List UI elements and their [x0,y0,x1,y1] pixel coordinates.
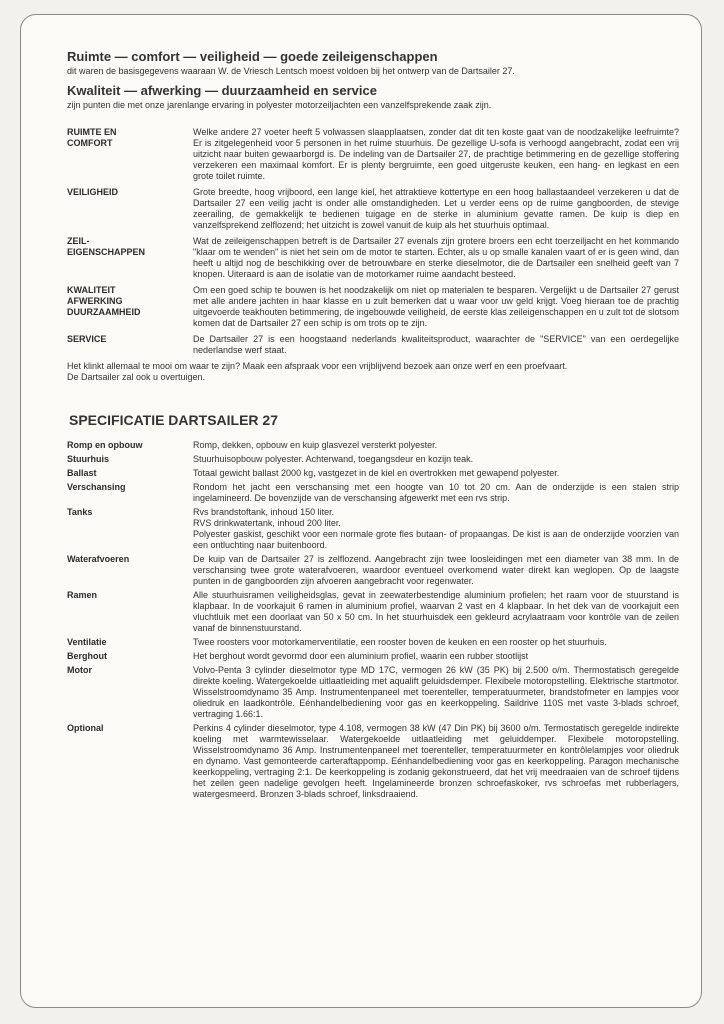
spec-text: Perkins 4 cylinder dieselmotor, type 4.108, vermogen 38 kW (47 Din PK) bij 3600 o/m. Termostatisch geregelde indirekte koeling met warmtewisselaar. Watergekoelde uitlaatleiding met geluiddemper. Flexibele motoropstelling. Wisselstroomdynamo 36 Amp. Instrumentenpaneel met toerenteller, temperatuurmeter en kontrôlelampjes voor oliedruk en dynamo. Vast gemonteerde carteraftappomp. Eénhandelbediening voor gas en keerkoppeling. Paragon mechanische keerkoppeling, vertraging 2:1. De keerkoppeling is zodanig gekonstrueerd, dat het vrij meedraaien van de schroef tijdens het zeilen geen nadelige gevolgen heeft. Ingelamineerde bronzen schroefaskoker, rvs schroefas met rubberlagers, watergesmeerd. Bronzen 3-blads schroef, linksdraaiend. [193,723,679,799]
closing-paragraph: Het klinkt allemaal te mooi om waar te zijn? Maak een afspraak voor een vrijblijvend bezoek aan onze werf en een proefvaart. De Dartsailer zal ook u overtuigen. [67,361,568,382]
spec-motor [67,665,679,720]
spec-tanks [67,507,679,551]
spec-text: Stuurhuisopbouw polyester. Achterwand, toegangsdeur en kozijn teak. [193,454,474,464]
feature-sections [67,127,679,356]
section-text: Welke andere 27 voeter heeft 5 volwassen slaapplaatsen, zonder dat dit ten koste gaat van de noodzakelijke leefruimte? Er is zitgelegenheid voor 5 personen in het ruime stuurhuis. De gezellige U-sofa is verhoogd aangebracht, zodat een vrij uitzicht naar buiten gewaarborgd is. De indeling van de Dartsailer 27, de prachtige betimmering en de gezellige stoffering verzekeren een maximaal komfort. Er is plenty bergruimte, een goed uitgeruste keuken, een hang- en legkast en een grote toilet ruimte. [193,127,679,181]
section-label: KWALITEIT AFWERKING DUURZAAMHEID [67,285,141,317]
section-label: VEILIGHEID [67,187,119,197]
heading-quality-subtitle: zijn punten die met onze jarenlange ervaring in polyester motorzeiljachten een vanzelfsprekende zaak zijn. [67,100,492,110]
spec-text: Rvs brandstoftank, inhoud 150 liter. RVS drinkwatertank, inhoud 200 liter. Polyester gaskist, geschikt voor een normale grote fles butaan- of propaangas. De kist is aan de onderzijde voorzien van een ontluchting naar buitenboord. [193,507,679,550]
spec-label: Waterafvoeren [67,554,130,564]
section-label: RUIMTE EN COMFORT [67,127,117,148]
section-veiligheid [67,187,679,231]
section-label: ZEIL- EIGENSCHAPPEN [67,236,146,257]
spec-label: Berghout [67,651,107,661]
spec-ventilatie [67,637,679,648]
brochure-page [20,14,702,1008]
spec-text: Twee roosters voor motorkamerventilatie, een rooster boven de keuken en een rooster op het stuurhuis. [193,637,607,647]
spec-label: Ballast [67,468,97,478]
heading-qualities-subtitle: dit waren de basisgegevens waaraan W. de Vriesch Lentsch moest voldoen bij het ontwerp van de Dartsailer 27. [67,66,515,76]
specification-title: SPECIFICATIE DARTSAILER 27 [69,412,278,428]
section-text: Om een goed schip te bouwen is het noodzakelijk om niet op materialen te besparen. Vergelijkt u de Dartsailer 27 gerust met alle andere jachten in haar klasse en u zult bemerken dat u waar voor uw geld krijgt. Voeg hieraan toe de prachtig uitgevoerde teakhouten betimmering, de ingebouwde veiligheid, de eerste klas zeileigenschappen en u zult tot de slotsom komen dat de Dartsailer 27 een schip is om trots op te zijn. [193,285,679,328]
spec-label: Stuurhuis [67,454,109,464]
specification-list [67,440,679,800]
page-content [67,49,679,803]
spec-ramen [67,590,679,634]
heading-qualities: Ruimte — comfort — veiligheid — goede zeileigenschappen [67,49,438,64]
spec-text: Rondom het jacht een verschansing met een hoogte van 10 tot 20 cm. Aan de onderzijde is een stalen strip ingelamineerd. De bovenzijde van de verschansing afgewerkt met een rvs strip. [193,482,679,503]
spec-stuurhuis [67,454,679,465]
spec-text: Alle stuurhuisramen veiligheidsglas, gevat in zeewaterbestendige aluminium profielen; het raam voor de stuurstand is klapbaar. In de voorkajuit 6 ramen in aluminium profiel, waarvan 2 vast en 4 klapbaar. In het dek van de voorkajuit een vluchtluik met een doorlaat van 50 x 50 cm. In het stuurhuisdek een gekleurd acrylaatraam voor kontrôle van de zeilen vanaf de binnenstuurstand. [193,590,679,633]
section-text: De Dartsailer 27 is een hoogstaand nederlands kwaliteitsproduct, waarachter de "SERVICE" van een oerdegelijke nederlandse werf staat. [193,334,679,355]
section-ruimte-comfort [67,127,679,182]
section-kwaliteit [67,285,679,329]
section-text: Wat de zeileigenschappen betreft is de Dartsailer 27 evenals zijn grotere broers een echt toerzeiljacht en het kommando "klaar om te wenden" is niet het sein om de motor te starten. Echter, als u op smalle kanalen vaart of er is geen wind, dan heeft u altijd nog de beschikking over de betrouwbare en sterke dieselmotor, die de Dartsailer een snelheid geeft van 7 knopen. Uiteraard is aan de isolatie van de motorkamer ruime aandacht besteed. [193,236,679,279]
section-label: SERVICE [67,334,107,344]
section-text: Grote breedte, hoog vrijboord, een lange kiel, het attraktieve kottertype en een hoog ballastaandeel verzekeren u dat de Dartsailer 27 een veilig jacht is onder alle omstandigheden. Let u verder eens op de ruime gangboorden, de stevige zeerailing, de gemakkelijk te bedienen tuigage en de sterke in aluminium gevatte ramen. De kuip is diep en vanzelfsprekend zelflozend; het uitzicht is zowel vanuit de kuip als het stuurhuis optimaal. [193,187,679,230]
spec-label: Ramen [67,590,98,600]
section-service [67,334,679,356]
spec-waterafvoeren [67,554,679,587]
spec-optional [67,723,679,800]
spec-verschansing [67,482,679,504]
spec-label: Romp en opbouw [67,440,143,450]
spec-label: Verschansing [67,482,126,492]
heading-quality: Kwaliteit — afwerking — duurzaamheid en service [67,83,377,98]
spec-ballast [67,468,679,479]
spec-text: Romp, dekken, opbouw en kuip glasvezel versterkt polyester. [193,440,438,450]
spec-label: Optional [67,723,104,733]
spec-text: De kuip van de Dartsailer 27 is zelflozend. Aangebracht zijn twee loosleidingen met een diameter van 38 mm. In de verschansing twee grote waterafvoeren, waardoor eventueel overkomend water direkt kan weglopen. Op de laagste punten in de gangboorden zijn afvoeren aangebracht voor regenwater. [193,554,679,586]
spec-label: Tanks [67,507,93,517]
spec-label: Ventilatie [67,637,107,647]
spec-berghout [67,651,679,662]
spec-label: Motor [67,665,92,675]
spec-text: Totaal gewicht ballast 2000 kg, vastgezet in de kiel en overtrokken met gewapend polyester. [193,468,560,478]
spec-romp-en-opbouw [67,440,679,451]
spec-text: Volvo-Penta 3 cylinder dieselmotor type MD 17C, vermogen 26 kW (35 PK) bij 2.500 o/m. Thermostatisch geregelde direkte koeling. Watergekoelde uitlaatleiding met aqualift geluidsdemper. Flexibele motoropstelling. Elektrische startmotor. Wisselstroomdynamo 35 Amp. Instrumentenpaneel met toerenteller, temperatuurmeter, brandstofmeter en lampjes voor oliedruk en laadkontrôle. Eénhandelbediening voor gas en keerkoppeling. Saildrive 110S met vaste 3-blads schroef, vertraging 1.66:1. [193,665,679,719]
spec-text: Het berghout wordt gevormd door een aluminium profiel, waarin een rubber stootlijst [193,651,529,661]
section-zeileigenschappen [67,236,679,280]
